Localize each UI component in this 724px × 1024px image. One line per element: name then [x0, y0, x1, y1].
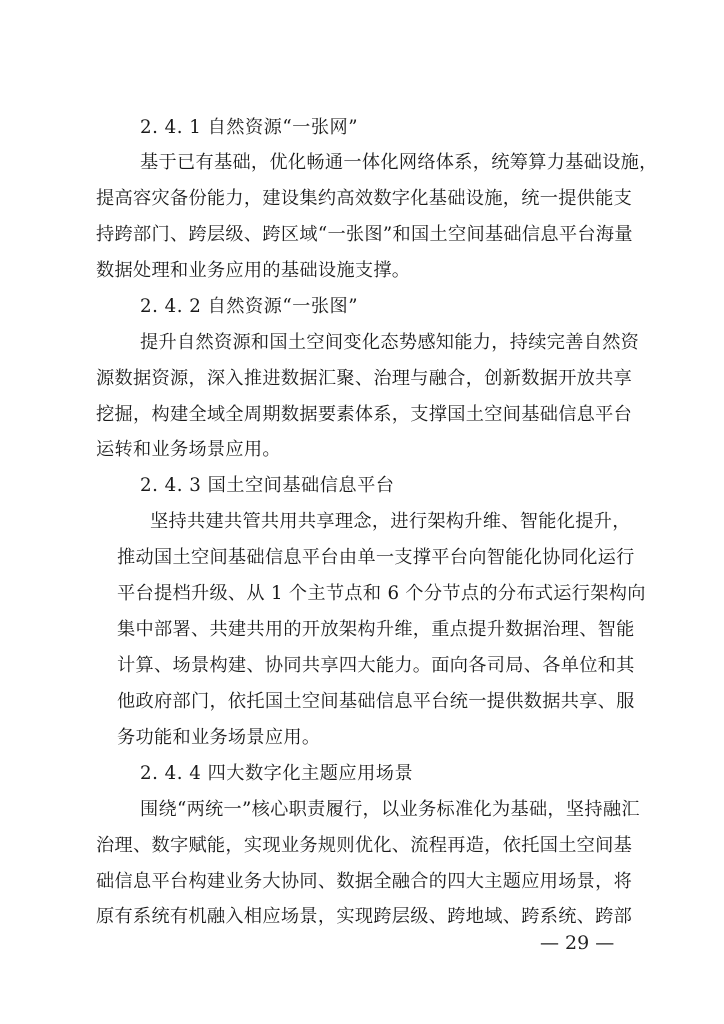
section-heading-2-4-3: 2. 4. 3 国土空间基础信息平台	[140, 475, 395, 496]
paragraph-line: 持跨部门、跨层级、跨区域“一张图”和国土空间基础信息平台海量	[96, 224, 633, 245]
paragraph-line: 基于已有基础，优化畅通一体化网络体系，统筹算力基础设施，	[140, 152, 658, 173]
paragraph-line: 计算、场景构建、协同共享四大能力。面向各司局、各单位和其	[117, 655, 635, 676]
section-heading-2-4-1: 2. 4. 1 自然资源“一张网”	[140, 117, 359, 138]
section-heading-2-4-4: 2. 4. 4 四大数字化主题应用场景	[140, 763, 414, 784]
paragraph-line: 围绕“两统一”核心职责履行，以业务标准化为基础，坚持融汇	[140, 799, 640, 820]
paragraph-line: 务功能和业务场景应用。	[117, 727, 321, 748]
paragraph-line: 平台提档升级、从 1 个主节点和 6 个分节点的分布式运行架构向	[117, 583, 646, 604]
paragraph-line: 坚持共建共管共用共享理念，进行架构升维、智能化提升，	[150, 511, 631, 532]
paragraph-line: 集中部署、共建共用的开放架构升维，重点提升数据治理、智能	[117, 619, 635, 640]
paragraph-line: 础信息平台构建业务大协同、数据全融合的四大主题应用场景，将	[96, 871, 633, 892]
paragraph-line: 运转和业务场景应用。	[96, 439, 281, 460]
paragraph-line: 提升自然资源和国土空间变化态势感知能力，持续完善自然资	[140, 332, 640, 353]
paragraph-line: 挖掘，构建全域全周期数据要素体系，支撑国土空间基础信息平台	[96, 404, 633, 425]
paragraph-line: 提高容灾备份能力，建设集约高效数字化基础设施，统一提供能支	[96, 188, 633, 209]
paragraph-line: 治理、数字赋能，实现业务规则优化、流程再造，依托国土空间基	[96, 835, 633, 856]
paragraph-line: 他政府部门，依托国土空间基础信息平台统一提供数据共享、服	[117, 691, 635, 712]
paragraph-line: 推动国土空间基础信息平台由单一支撑平台向智能化协同化运行	[117, 547, 635, 568]
paragraph-line: 源数据资源，深入推进数据汇聚、治理与融合，创新数据开放共享	[96, 368, 633, 389]
paragraph-line: 原有系统有机融入相应场景，实现跨层级、跨地域、跨系统、跨部	[96, 906, 633, 927]
page-number: — 29 —	[540, 932, 615, 954]
section-heading-2-4-2: 2. 4. 2 自然资源“一张图”	[140, 296, 359, 317]
paragraph-line: 数据处理和业务应用的基础设施支撑。	[96, 260, 411, 281]
